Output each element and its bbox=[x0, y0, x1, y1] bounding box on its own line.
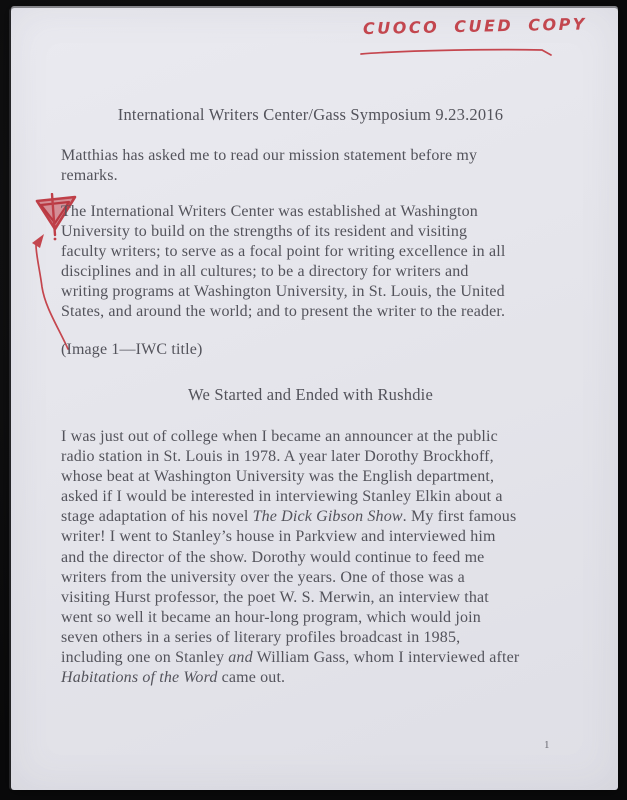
arrowhead bbox=[32, 234, 44, 248]
image-cue-note: (Image 1—IWC title) bbox=[61, 341, 203, 358]
section-heading: We Started and Ended with Rushdie bbox=[188, 385, 433, 404]
handwritten-underline bbox=[360, 46, 556, 58]
page-number: 1 bbox=[544, 739, 550, 751]
paragraph-story: I was just out of college when I became an announcer at the public radio station in St. Louis in 1978. A year later Dorothy Brockhoff, whose beat at Washington University was the English department, asked if I would be interested in interviewing Stanley Elkin about a stage adaptation of his novel The Dick Gibson Show. My first famous writer! I went to Stanley’s house in Parkview and interviewed him and the director of the show. Dorothy would continue to feed me writers from the university over the years. One of those was a visiting Hurst professor, the poet W. S. Merwin, an interview that went so well it became an hour-long program, which would join seven others in a series of literary profiles broadcast in 1985, including one on Stanley and William Gass, whom I interviewed after Habitations of the Word came out. bbox=[61, 428, 520, 687]
paragraph-intro: Matthias has asked me to read our mission statement before my remarks. bbox=[61, 147, 478, 185]
handwritten-header-note bbox=[362, 14, 588, 39]
paragraph-mission-statement: The International Writers Center was established at Washington University to build on the strengths of its resident and visiting faculty writers; to serve as a focal point for writing excellence in all disciplines and in all cultures; to be a directory for writers and writing programs at Washington University, in St. Louis, the United States, and around the world; and to present the writer to the reader. bbox=[61, 203, 506, 321]
document-page bbox=[11, 8, 618, 790]
document-title: International Writers Center/Gass Symposium 9.23.2016 bbox=[117, 105, 504, 124]
handwritten-note-text: CUOCO CUED COPY bbox=[362, 14, 588, 39]
